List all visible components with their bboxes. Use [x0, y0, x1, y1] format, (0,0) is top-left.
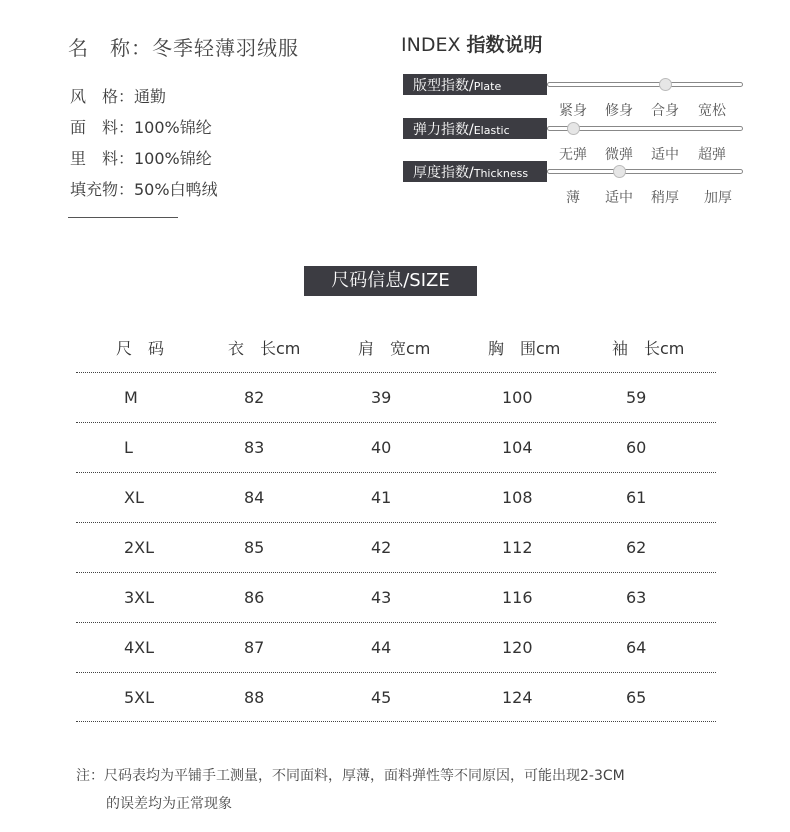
index-label-en: Elastic	[473, 124, 510, 137]
spec-divider	[68, 217, 178, 218]
index-label-elastic	[403, 118, 547, 139]
cell-length: 84	[244, 488, 265, 507]
index-option: 超弹	[698, 147, 726, 163]
spec-filling: 填充物：50%白鸭绒	[70, 180, 218, 199]
index-label-en: Thickness	[473, 167, 529, 180]
product-name: 名 称：冬季轻薄羽绒服	[68, 36, 299, 60]
header-chest: 胸 围cm	[488, 339, 561, 358]
spec-style: 风 格：通勤	[70, 87, 167, 106]
header-shoulder: 肩 宽cm	[358, 339, 431, 358]
cell-sleeve: 62	[626, 538, 647, 557]
index-label-zh: 厚度指数/	[413, 165, 474, 181]
table-row	[76, 472, 716, 522]
cell-chest: 100	[502, 388, 533, 407]
index-label-thickness	[403, 161, 547, 182]
cell-size: 3XL	[124, 588, 155, 607]
cell-size: XL	[124, 488, 144, 507]
index-title	[401, 30, 543, 57]
cell-size: L	[124, 438, 133, 457]
table-row	[76, 572, 716, 622]
spec-lining: 里 料：100%锦纶	[70, 149, 212, 168]
index-title-zh: 指数说明	[466, 34, 543, 56]
table-row	[76, 522, 716, 572]
spec-list	[70, 84, 218, 208]
cell-shoulder: 40	[371, 438, 392, 457]
cell-length: 88	[244, 688, 265, 707]
index-track	[547, 169, 743, 174]
table-row	[76, 622, 716, 672]
index-option: 修身	[605, 103, 633, 119]
index-option: 微弹	[605, 147, 633, 163]
cell-sleeve: 63	[626, 588, 647, 607]
index-track	[547, 82, 743, 87]
index-option: 宽松	[698, 103, 726, 119]
table-row	[76, 372, 716, 422]
index-option: 无弹	[559, 147, 587, 163]
measurement-note	[76, 762, 625, 818]
note-line-2: 的误差均为正常现象	[106, 796, 232, 812]
index-knob	[567, 122, 580, 135]
cell-length: 82	[244, 388, 265, 407]
cell-length: 87	[244, 638, 265, 657]
cell-shoulder: 43	[371, 588, 392, 607]
header-size: 尺 码	[116, 339, 165, 358]
header-sleeve: 袖 长cm	[612, 339, 685, 358]
index-option: 合身	[651, 103, 679, 119]
index-row-plate	[403, 74, 743, 118]
cell-sleeve: 61	[626, 488, 647, 507]
cell-sleeve: 65	[626, 688, 647, 707]
cell-chest: 124	[502, 688, 533, 707]
table-row	[76, 672, 716, 722]
size-table	[76, 330, 716, 722]
spec-fabric: 面 料：100%锦纶	[70, 118, 212, 137]
cell-length: 85	[244, 538, 265, 557]
cell-sleeve: 60	[626, 438, 647, 457]
cell-size: 2XL	[124, 538, 155, 557]
index-option: 适中	[651, 147, 679, 163]
cell-shoulder: 45	[371, 688, 392, 707]
table-row	[76, 422, 716, 472]
index-title-en: INDEX	[401, 34, 461, 56]
index-label-zh: 弹力指数/	[413, 122, 474, 138]
cell-shoulder: 41	[371, 488, 392, 507]
size-table-header	[76, 330, 716, 372]
note-line-1: 注：尺码表均为平铺手工测量，不同面料，厚薄，面料弹性等不同原因，可能出现2-3CM	[76, 768, 625, 784]
cell-size: 4XL	[124, 638, 155, 657]
index-option: 适中	[605, 190, 633, 206]
index-option: 紧身	[559, 103, 587, 119]
index-label-plate	[403, 74, 547, 95]
index-row-thickness	[403, 161, 743, 205]
index-option: 稍厚	[651, 190, 679, 206]
index-label-en: Plate	[473, 80, 502, 93]
cell-length: 86	[244, 588, 265, 607]
cell-shoulder: 42	[371, 538, 392, 557]
index-label-zh: 版型指数/	[413, 78, 474, 94]
index-knob	[613, 165, 626, 178]
cell-shoulder: 39	[371, 388, 392, 407]
cell-size: M	[124, 388, 138, 407]
header-length: 衣 长cm	[228, 339, 301, 358]
index-knob	[659, 78, 672, 91]
cell-chest: 112	[502, 538, 533, 557]
index-row-elastic	[403, 118, 743, 162]
cell-length: 83	[244, 438, 265, 457]
cell-sleeve: 59	[626, 388, 647, 407]
cell-sleeve: 64	[626, 638, 647, 657]
size-banner: 尺码信息/SIZE	[304, 266, 477, 296]
cell-chest: 104	[502, 438, 533, 457]
index-option: 加厚	[704, 190, 732, 206]
cell-size: 5XL	[124, 688, 155, 707]
index-option: 薄	[566, 190, 580, 206]
cell-chest: 116	[502, 588, 533, 607]
cell-chest: 108	[502, 488, 533, 507]
cell-shoulder: 44	[371, 638, 392, 657]
cell-chest: 120	[502, 638, 533, 657]
